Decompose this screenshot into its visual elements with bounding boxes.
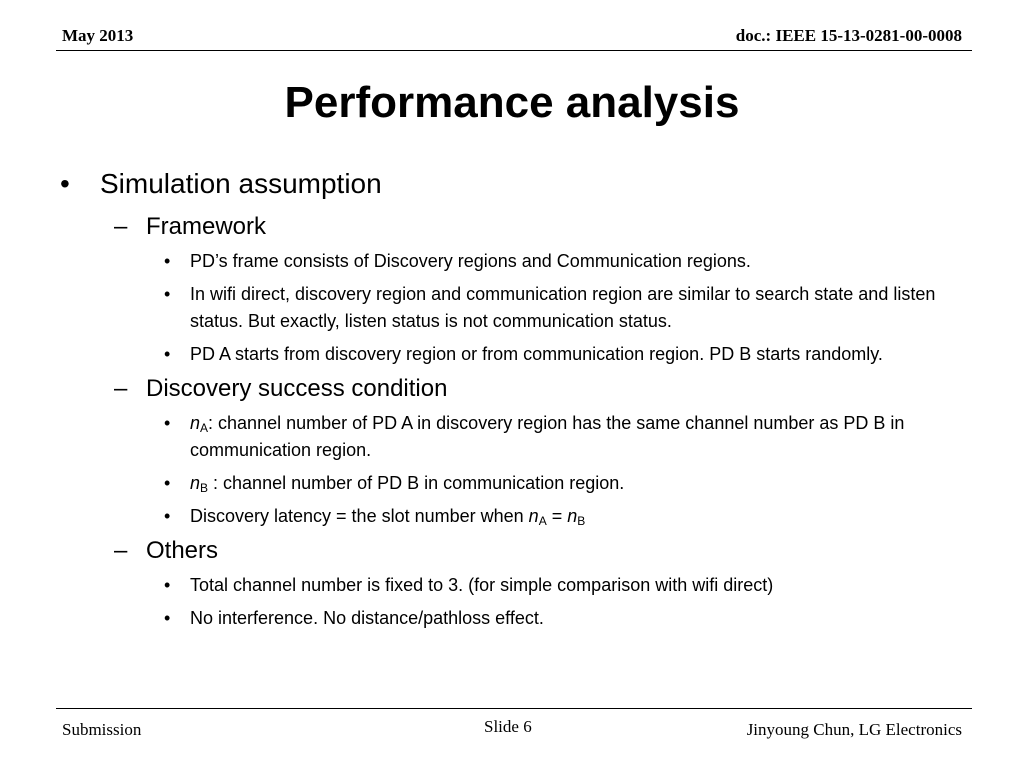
subbullet-text: Others [146, 537, 219, 564]
subbullet-text: Framework [146, 213, 267, 240]
item-text: PD’s frame consists of Discovery regions and Communication regions. [190, 251, 751, 271]
footer-rule [56, 708, 972, 709]
subscript-b: B [577, 514, 586, 528]
header-date: May 2013 [62, 26, 134, 45]
item-text: Discovery latency = the slot number when [190, 506, 529, 526]
discovery-item-latency [60, 503, 970, 530]
subbullet-discovery-success [60, 374, 980, 404]
item-text: No interference. No distance/pathloss effect. [190, 608, 544, 628]
item-text: : channel number of PD A in discovery region has the same channel number as PD B in communication region. [190, 413, 905, 460]
footer-author: Jinyoung Chun, LG Electronics [746, 720, 962, 739]
bullet-marker: • [164, 473, 171, 493]
bullet-marker: • [164, 608, 171, 628]
footer-submission: Submission [62, 720, 142, 739]
others-item [60, 572, 970, 599]
dash-marker: – [114, 537, 128, 564]
bullet-marker: • [164, 344, 171, 364]
bullet-marker: • [164, 575, 171, 595]
item-text: PD A starts from discovery region or from communication region. PD B starts randomly. [190, 344, 883, 364]
subbullet-others [60, 536, 980, 566]
bullet-marker: • [164, 506, 171, 526]
bullet-simulation-assumption [60, 166, 980, 202]
var-n: n [190, 413, 201, 433]
discovery-item-na [60, 410, 970, 464]
framework-item [60, 248, 970, 275]
discovery-item-nb [60, 470, 970, 497]
var-n: n [190, 473, 201, 493]
slide-content [60, 166, 980, 638]
item-text: In wifi direct, discovery region and communication region are similar to search state and listen status. But exactly, listen status is not communication status. [190, 284, 936, 331]
header-rule [56, 50, 972, 51]
bullet-text: Simulation assumption [100, 168, 382, 199]
others-item [60, 605, 970, 632]
bullet-marker: • [60, 168, 70, 199]
framework-item [60, 281, 970, 335]
var-n: n [567, 506, 578, 526]
subbullet-framework [60, 212, 980, 242]
footer-slide-number: Slide 6 [484, 717, 532, 736]
subbullet-text: Discovery success condition [146, 375, 448, 402]
bullet-marker: • [164, 413, 171, 433]
dash-marker: – [114, 375, 128, 402]
bullet-marker: • [164, 284, 171, 304]
bullet-marker: • [164, 251, 171, 271]
subscript-b: B [200, 481, 209, 495]
item-text: Total channel number is fixed to 3. (for simple comparison with wifi direct) [190, 575, 774, 595]
equals-sign: = [546, 506, 568, 526]
slide-title: Performance analysis [284, 78, 740, 127]
subscript-a: A [538, 514, 547, 528]
subscript-a: A [200, 421, 209, 435]
dash-marker: – [114, 213, 128, 240]
framework-item [60, 341, 970, 368]
header-doc-id: doc.: IEEE 15-13-0281-00-0008 [735, 26, 962, 45]
var-n: n [528, 506, 539, 526]
item-text: : channel number of PD B in communication region. [208, 473, 625, 493]
